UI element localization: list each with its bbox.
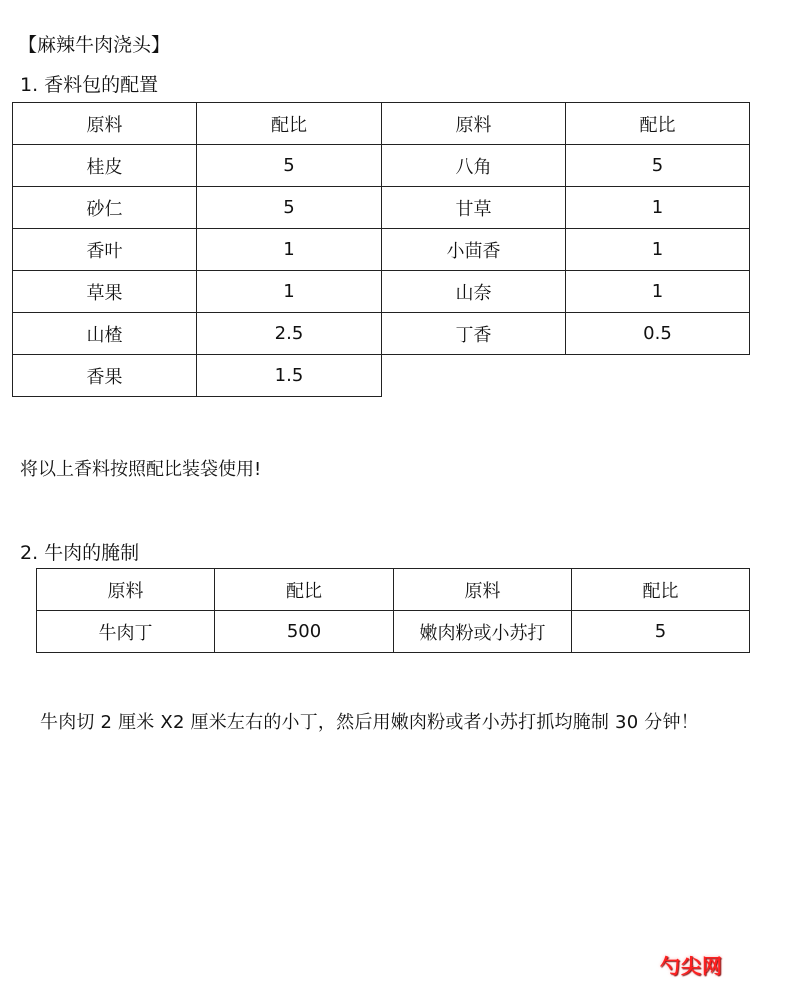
ingredient-cell: 香叶 [13,229,197,271]
ratio-cell: 5 [566,145,750,187]
spice-pack-note: 将以上香料按照配比装袋使用! [20,459,262,480]
ratio-cell: 5 [572,611,750,653]
ingredient-cell: 桂皮 [13,145,197,187]
ingredient-cell: 甘草 [382,187,566,229]
ingredient-cell: 砂仁 [13,187,197,229]
ratio-cell: 5 [197,145,382,187]
ratio-cell: 0.5 [566,313,750,355]
ingredient-cell: 山楂 [13,313,197,355]
table-row [37,611,750,653]
table-row [382,229,750,271]
header-cell-ratio: 配比 [215,569,394,611]
ratio-cell: 1 [566,229,750,271]
ingredient-cell: 牛肉丁 [37,611,215,653]
ingredient-cell: 草果 [13,271,197,313]
header-cell-ratio: 配比 [572,569,750,611]
ingredient-cell: 香果 [13,355,197,397]
header-cell-ratio: 配比 [566,103,750,145]
table-header-row [382,103,750,145]
ingredient-cell: 丁香 [382,313,566,355]
ingredient-cell: 小茴香 [382,229,566,271]
table-row [382,313,750,355]
marinade-instructions: 牛肉切 2 厘米 X2 厘米左右的小丁，然后用嫩肉粉或者小苏打抓均腌制 30 分钟！ [40,712,699,733]
ratio-cell: 1 [566,187,750,229]
site-watermark-logo: 勺尖网 [660,954,723,978]
table-row [13,145,382,187]
ratio-cell: 1 [197,271,382,313]
table-header-row [37,569,750,611]
section-heading-beef-marinade: 2. 牛肉的腌制 [20,542,140,564]
table-row [13,355,382,397]
table-header-row [13,103,382,145]
table-row [13,229,382,271]
table-row [382,187,750,229]
ratio-cell: 500 [215,611,394,653]
ingredient-cell: 八角 [382,145,566,187]
recipe-title: 【麻辣牛肉浇头】 [18,34,171,56]
table-row [13,271,382,313]
header-cell-ingredient: 原料 [13,103,197,145]
header-cell-ratio: 配比 [197,103,382,145]
table-row [382,271,750,313]
beef-marinade-table [36,568,750,653]
spice-table-left [12,102,382,397]
ratio-cell: 5 [197,187,382,229]
ratio-cell: 1 [197,229,382,271]
header-cell-ingredient: 原料 [382,103,566,145]
ratio-cell: 1 [566,271,750,313]
section-heading-spice-pack: 1. 香料包的配置 [20,74,159,96]
table-row [13,313,382,355]
table-row [382,145,750,187]
ingredient-cell: 山奈 [382,271,566,313]
header-cell-ingredient: 原料 [394,569,572,611]
table-row [13,187,382,229]
ratio-cell: 2.5 [197,313,382,355]
ingredient-cell: 嫩肉粉或小苏打 [394,611,572,653]
spice-table-right [381,102,750,355]
header-cell-ingredient: 原料 [37,569,215,611]
ratio-cell: 1.5 [197,355,382,397]
